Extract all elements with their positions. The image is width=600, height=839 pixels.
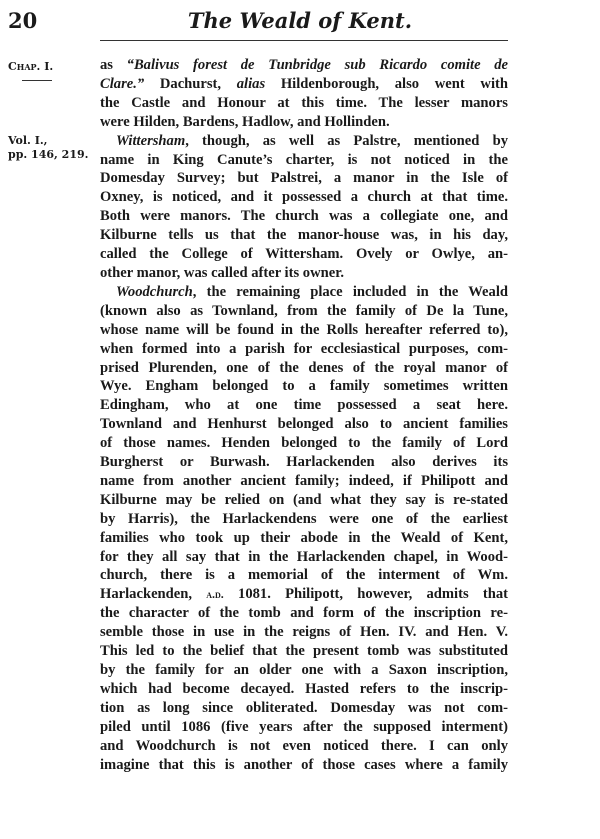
text-line: Wye. Engham belonged to a family sometimes written [100,378,508,395]
text-line: prised Plurenden, one of the denes of the royal manor of [100,359,508,376]
chapter-label: Chap. I. [8,60,54,73]
text-line: by Harris), the Harlackendens were one of the earliest [100,510,508,527]
margin-note-volume [8,134,88,162]
text-line: when formed into a parish for ecclesiastical purposes, com- [100,340,508,357]
text-line: Wittersham, though, as well as Palstre, mentioned by [116,132,508,149]
text-line: which had become decayed. Hasted refers to the inscrip- [100,680,508,697]
text-line: semble those in use in the reigns of Hen. IV. and Hen. V. [100,624,508,641]
text-line: (known also as Townland, from the family of De la Tune, [100,302,508,319]
text-line: Oxney, is noticed, and it possessed a church at that time. [100,189,508,206]
body-text [100,56,508,774]
text-line: whose name will be found in the Rolls hereafter referred to), [100,321,508,338]
text-line: Kilburne tells us that the manor-house was, in his day, [100,227,508,244]
running-head: The Weald of Kent. [187,8,413,33]
text-line: the Castle and Honour at this time. The lesser manors [100,94,508,111]
text-line: Clare.” Dachurst, alias Hildenborough, also went with [100,75,508,92]
text-line: Burgherst or Burwash. Harlackenden also derives its [100,454,508,471]
text-line: Townland and Henhurst belonged also to ancient families [100,416,508,433]
text-line: called the College of Wittersham. Ovely or Owlye, an- [100,246,508,263]
margin-note-chapter [8,60,53,81]
text-line: Harlackenden, a.d. 1081. Philipott, however, admits that [100,586,509,603]
text-line: and Woodchurch is not even noticed there. I can only [100,737,508,754]
text-line: name in King Canute’s charter, is not noticed in the [100,151,508,168]
volume-ref-line-1: Vol. I., [8,134,48,147]
text-line: name from another ancient family; indeed, if Philipott and [100,472,508,489]
text-line: Both were manors. The church was a collegiate one, and [100,208,508,225]
text-line: imagine that this is another of those cases where a family [100,756,508,773]
text-line: church, there is a memorial of the interment of Wm. [100,567,508,584]
chapter-rule [22,80,52,81]
text-line: as “Balivus forest de Tunbridge sub Ricardo comite de [100,57,508,73]
page-number: 20 [8,8,38,33]
text-line: were Hilden, Bardens, Hadlow, and Hollinden. [100,113,390,130]
text-line: for they all say that in the Harlackenden chapel, in Wood- [100,548,508,565]
text-line: the character of the tomb and form of the inscription re- [100,605,508,622]
text-line: Kilburne may be relied on (and what they say is re-stated [100,491,508,508]
text-line: Woodchurch, the remaining place included in the Weald [116,283,508,300]
text-line: tion as long since obliterated. Domesday was not com- [100,699,508,716]
text-line: by the family for an older one with a Saxon inscription, [100,662,508,678]
text-line: families who took up their abode in the Weald of Kent, [100,529,508,546]
header-rule [100,40,508,41]
volume-ref-line-2: pp. 146, 219. [8,148,89,161]
text-line: Domesday Survey; but Palstrei, a manor in the Isle of [100,170,508,187]
text-line: of those names. Henden belonged to the family of Lord [100,435,508,452]
text-line: Edingham, who at one time possessed a seat here. [100,397,508,414]
text-line: other manor, was called after its owner. [100,264,345,281]
text-line: piled until 1086 (five years after the supposed interment) [100,718,508,735]
text-line: This led to the belief that the present tomb was substituted [100,643,508,660]
